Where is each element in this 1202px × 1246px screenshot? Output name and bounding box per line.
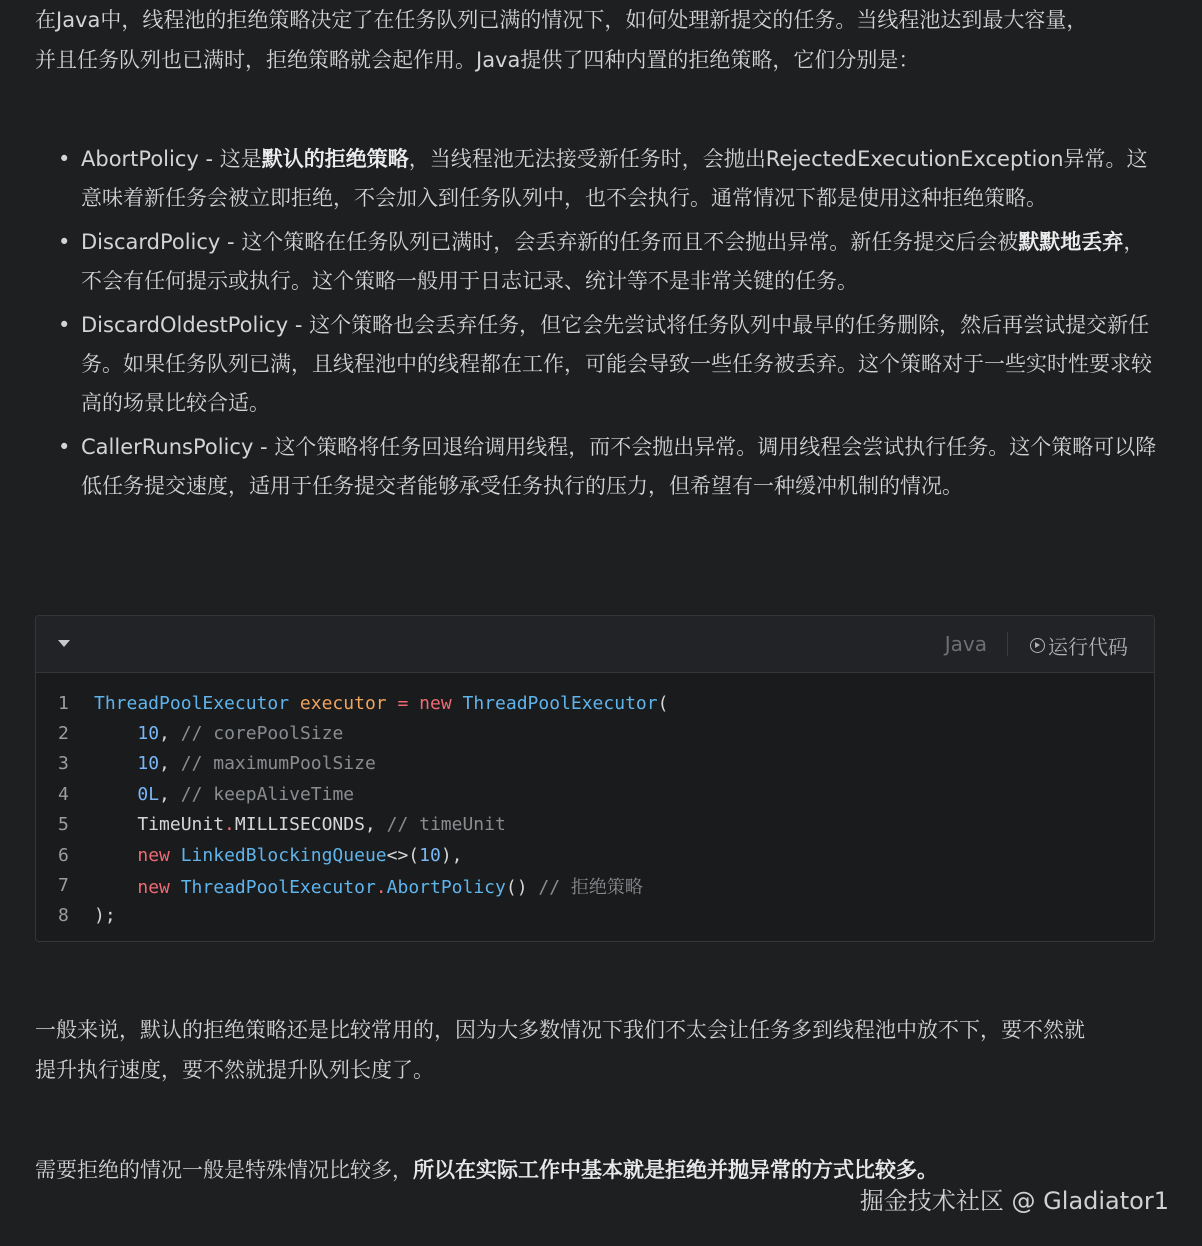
code-token: [94, 784, 137, 805]
intro-line-2: 并且任务队列也已满时，拒绝策略就会起作用。Java提供了四种内置的拒绝策略，它们分别是：: [35, 48, 920, 72]
code-text: [94, 905, 116, 926]
line-number: 4: [58, 783, 69, 805]
code-token: // keepAliveTime: [180, 783, 355, 805]
code-line: [36, 901, 1154, 931]
policy-pre: 这是: [219, 147, 262, 171]
code-token: MILLISECONDS,: [234, 814, 387, 836]
policy-pre: 这个策略将任务回退给调用线程，而不会抛出异常。调用线程会尝试执行任务。这个策略可以降低任务提交速度，适用于任务提交者能够承受任务执行的压力，但希望有一种缓冲机制的情况。: [81, 435, 1157, 498]
code-text: [94, 873, 643, 899]
policy-post: ，当线程池无法接受新任务时，会抛出RejectedExecutionException异常。这意味着新任务会被立即拒绝，不会加入到任务队列中，也不会执行。通常情况下都是使用这种拒绝策略。: [81, 147, 1148, 210]
policy-name: AbortPolicy: [81, 147, 199, 171]
play-circle-icon: [1030, 638, 1045, 653]
code-token: 10: [137, 753, 160, 775]
final-plain-text: 需要拒绝的情况一般是特殊情况比较多，: [35, 1158, 413, 1182]
code-token: TimeUnit: [94, 814, 225, 836]
code-token: ,: [159, 783, 181, 805]
policy-name: DiscardPolicy: [81, 230, 221, 254]
code-token: );: [94, 905, 116, 927]
line-number: 7: [58, 875, 69, 897]
code-token: new: [137, 876, 170, 898]
code-token: 0L: [137, 783, 160, 805]
code-line: [36, 779, 1154, 809]
code-token: [452, 693, 463, 714]
policy-item: [58, 223, 1158, 301]
code-token: [289, 693, 300, 714]
code-line: [36, 840, 1154, 870]
code-line: [36, 718, 1154, 748]
policy-sep: -: [198, 147, 220, 171]
code-token: ThreadPoolExecutor: [180, 876, 376, 898]
intro-line-1: 在Java中，线程池的拒绝策略决定了在任务队列已满的情况下，如何处理新提交的任务。当线程池达到最大容量，: [35, 8, 1088, 32]
code-text: [94, 693, 668, 714]
run-code-label: 运行代码: [1048, 635, 1128, 659]
code-token: 10: [137, 723, 160, 745]
code-text: [94, 784, 354, 805]
line-number: 3: [58, 753, 69, 775]
code-token: [408, 693, 419, 714]
code-block-header: [36, 616, 1154, 673]
code-language-label: Java: [944, 632, 987, 656]
line-number: 2: [58, 723, 69, 745]
code-token: ,: [159, 723, 181, 745]
code-token: new: [419, 692, 452, 714]
code-body: [36, 673, 1154, 931]
code-token: [94, 723, 137, 744]
policy-item: [58, 306, 1158, 423]
code-token: // timeUnit: [386, 814, 506, 836]
code-token: [94, 753, 137, 774]
policy-name: CallerRunsPolicy: [81, 435, 254, 459]
line-number: 1: [58, 692, 69, 714]
policy-sep: -: [220, 230, 242, 254]
policy-bold: 默默地丢弃: [1018, 230, 1124, 254]
code-token: [170, 845, 181, 866]
policy-sep: -: [253, 435, 275, 459]
summary-paragraph: [35, 1010, 1165, 1090]
run-code-button[interactable]: [1030, 631, 1128, 660]
policy-item: [58, 140, 1158, 218]
code-token: // corePoolSize: [180, 723, 344, 745]
summary-line-1: 一般来说，默认的拒绝策略还是比较常用的，因为大多数情况下我们不太会让任务多到线程池中放不下，要不然就: [35, 1018, 1085, 1042]
policy-item: [58, 428, 1158, 506]
code-line: [36, 688, 1154, 718]
policy-pre: 这个策略也会丢弃任务，但它会先尝试将任务队列中最早的任务删除，然后再尝试提交新任务。如果任务队列已满，且线程池中的线程都在工作，可能会导致一些任务被丢弃。这个策略对于一些实时性要求较高的场景比较合适。: [81, 313, 1152, 415]
code-line: [36, 870, 1154, 900]
policy-list: [58, 140, 1158, 511]
final-bold-text: 所以在实际工作中基本就是拒绝并抛异常的方式比较多。: [413, 1158, 938, 1182]
intro-paragraph: [35, 0, 1165, 80]
policy-pre: 这个策略在任务队列已满时，会丢弃新的任务而且不会抛出异常。新任务提交后会被: [241, 230, 1019, 254]
header-divider: [1007, 632, 1008, 656]
code-token: new: [137, 844, 170, 866]
line-number: 6: [58, 844, 69, 866]
policy-post: ，不会有任何提示或执行。这个策略一般用于日志记录、统计等不是非常关键的任务。: [81, 230, 1145, 293]
code-token: 10: [419, 844, 441, 866]
code-line: [36, 810, 1154, 840]
code-token: // maximumPoolSize: [180, 753, 376, 775]
policy-sep: -: [288, 313, 310, 337]
summary-line-2: 提升执行速度，要不然就提升队列长度了。: [35, 1058, 434, 1082]
code-token: ThreadPoolExecutor: [462, 692, 658, 714]
code-token: ,: [159, 753, 181, 775]
code-token: [94, 877, 137, 898]
code-token: (: [657, 692, 669, 714]
watermark: 掘金技术社区 @ Gladiator1: [859, 1187, 1169, 1215]
code-text: [94, 845, 463, 866]
code-token: ),: [440, 844, 463, 866]
policy-bold: 默认的拒绝策略: [261, 147, 409, 171]
code-token: [94, 845, 137, 866]
line-number: 5: [58, 814, 69, 836]
policy-name: DiscardOldestPolicy: [81, 313, 289, 337]
code-text: [94, 723, 343, 744]
code-token: =: [397, 692, 409, 714]
code-token: executor: [299, 692, 387, 714]
code-line: [36, 749, 1154, 779]
code-token: AbortPolicy: [386, 876, 506, 898]
code-block: [35, 615, 1155, 942]
code-token: .: [224, 814, 235, 836]
code-token: // 拒绝策略: [538, 876, 643, 898]
code-text: [94, 753, 376, 774]
code-token: (): [505, 876, 539, 898]
collapse-triangle-icon[interactable]: [58, 640, 70, 647]
code-token: <>(: [386, 844, 420, 866]
code-token: [387, 693, 398, 714]
code-token: .: [375, 876, 387, 898]
code-token: LinkedBlockingQueue: [180, 844, 387, 866]
code-token: ThreadPoolExecutor: [94, 692, 290, 714]
line-number: 8: [58, 905, 69, 927]
code-text: [94, 814, 506, 835]
code-token: [170, 877, 181, 898]
